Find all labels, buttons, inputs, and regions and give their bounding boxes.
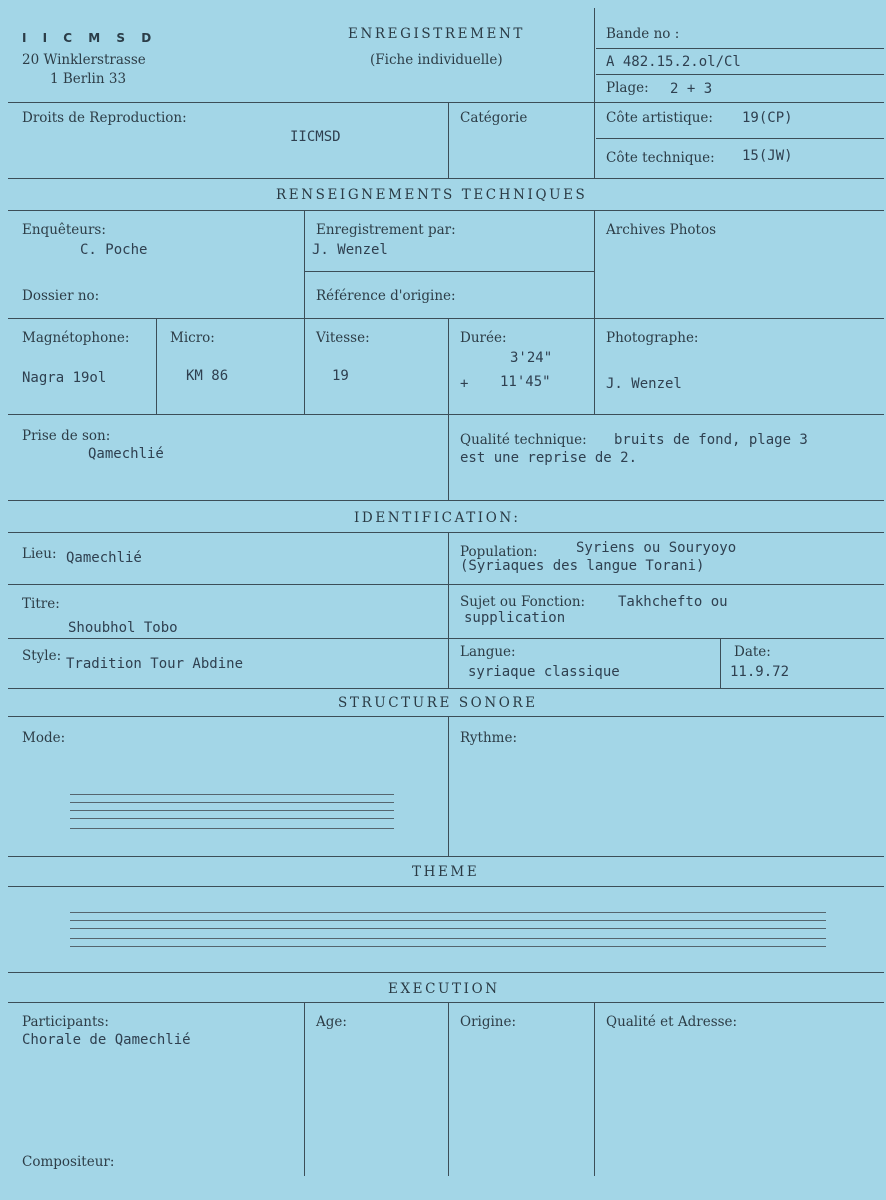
rule-execution-top: [8, 972, 884, 973]
enregistrement-par-label: Enregistrement par:: [316, 222, 456, 238]
rule-titre-top: [8, 584, 884, 585]
rule-theme-title-bottom: [8, 886, 884, 887]
rule-dossier-top: [304, 271, 594, 272]
dossier-label: Dossier no:: [22, 288, 100, 304]
population-value-2: (Syriaques des langue Torani): [460, 558, 705, 574]
droits-label: Droits de Reproduction:: [22, 110, 187, 126]
rule-origine-left: [448, 1002, 449, 1176]
mode-staff-line: [70, 810, 394, 811]
rule-duree-left: [448, 318, 449, 414]
rule-cote-left: [594, 102, 595, 178]
age-label: Age:: [316, 1014, 347, 1030]
rule-qualite-adresse-left: [594, 1002, 595, 1176]
droits-value: IICMSD: [290, 129, 341, 145]
rule-execution-title-bottom: [8, 1002, 884, 1003]
langue-value: syriaque classique: [468, 664, 620, 680]
duree-value-1: 3'24": [510, 350, 553, 366]
lieu-label: Lieu:: [22, 546, 57, 562]
sujet-label: Sujet ou Fonction:: [460, 594, 586, 610]
cote-technique-label: Côte technique:: [606, 150, 715, 166]
rule-enq-right: [304, 210, 305, 414]
reference-label: Référence d'origine:: [316, 288, 456, 304]
enqueteurs-label: Enquêteurs:: [22, 222, 106, 238]
rule-ident-mid: [448, 532, 449, 688]
enqueteurs-value: C. Poche: [80, 242, 148, 258]
population-label: Population:: [460, 544, 538, 560]
tech-section-title: RENSEIGNEMENTS TECHNIQUES: [276, 187, 588, 203]
mode-staff-line: [70, 802, 394, 803]
style-value: Tradition Tour Abdine: [66, 656, 244, 672]
micro-label: Micro:: [170, 330, 215, 346]
origine-label: Origine:: [460, 1014, 517, 1030]
titre-label: Titre:: [22, 596, 60, 612]
vitesse-label: Vitesse:: [316, 330, 370, 346]
rule-micro-left: [156, 318, 157, 414]
mode-staff-line: [70, 818, 394, 819]
theme-staff-line: [70, 920, 826, 921]
prise-label: Prise de son:: [22, 428, 111, 444]
ident-section-title: IDENTIFICATION:: [354, 510, 521, 526]
form-subtitle: (Fiche individuelle): [370, 52, 503, 68]
magnetophone-value: Nagra 19ol: [22, 370, 107, 386]
duree-plus: +: [460, 376, 469, 392]
address-line-1: 20 Winklerstrasse: [22, 52, 146, 68]
bande-label: Bande no :: [606, 26, 680, 42]
prise-value: Qamechlié: [88, 446, 164, 462]
duree-value-2: 11'45": [500, 374, 551, 390]
rule-cote-split: [596, 138, 884, 139]
archives-photos-label: Archives Photos: [606, 222, 716, 238]
rule-bande-value: [596, 48, 884, 49]
qualite-technique-value-1: bruits de fond, plage 3: [614, 432, 808, 448]
rule-qualite-left: [448, 414, 449, 500]
rule-rythme-left: [448, 716, 449, 856]
qualite-adresse-label: Qualité et Adresse:: [606, 1014, 738, 1030]
population-value-1: Syriens ou Souryoyo: [576, 540, 737, 556]
rule-date-left: [720, 638, 721, 688]
rule-archives-left: [594, 210, 595, 414]
qualite-technique-value-2: est une reprise de 2.: [460, 450, 638, 466]
theme-staff-line: [70, 928, 826, 929]
address-line-2: 1 Berlin 33: [50, 71, 127, 87]
photographe-value: J. Wenzel: [606, 376, 682, 392]
rule-ident-title-top: [8, 500, 884, 501]
rule-structure-title-bottom: [8, 716, 884, 717]
style-label: Style:: [22, 648, 62, 664]
date-label: Date:: [734, 644, 771, 660]
rule-age-left: [304, 1002, 305, 1176]
langue-label: Langue:: [460, 644, 516, 660]
lieu-value: Qamechlié: [66, 550, 142, 566]
date-value: 11.9.72: [730, 664, 790, 680]
qualite-technique-label: Qualité technique:: [460, 432, 587, 448]
mode-staff-line: [70, 828, 394, 829]
participants-value: Chorale de Qamechlié: [22, 1032, 191, 1048]
duree-label: Durée:: [460, 330, 507, 346]
compositeur-label: Compositeur:: [22, 1154, 115, 1170]
rule-header-bottom: [8, 102, 884, 103]
theme-staff-line: [70, 946, 826, 947]
rule-plage: [596, 74, 884, 75]
rule-categorie-left: [448, 102, 449, 178]
rule-equipment-top: [8, 318, 884, 319]
rythme-label: Rythme:: [460, 730, 518, 746]
rule-rights-bottom: [8, 178, 884, 179]
rule-tech-title-bottom: [8, 210, 884, 211]
cote-artistique-value: 19(CP): [742, 110, 793, 126]
rule-theme-top: [8, 856, 884, 857]
theme-staff-line: [70, 912, 826, 913]
participants-label: Participants:: [22, 1014, 109, 1030]
rule-header-right: [594, 8, 595, 102]
plage-value: 2 + 3: [670, 81, 713, 97]
micro-value: KM 86: [186, 368, 229, 384]
titre-value: Shoubhol Tobo: [68, 620, 178, 636]
rule-prise-top: [8, 414, 884, 415]
rule-ident-title-bottom: [8, 532, 884, 533]
theme-staff-line: [70, 938, 826, 939]
form-title: ENREGISTREMENT: [348, 26, 525, 42]
execution-section-title: EXECUTION: [388, 981, 500, 997]
magnetophone-label: Magnétophone:: [22, 330, 130, 346]
rule-style-top: [8, 638, 884, 639]
theme-section-title: THEME: [412, 864, 480, 880]
vitesse-value: 19: [332, 368, 349, 384]
cote-artistique-label: Côte artistique:: [606, 110, 713, 126]
structure-section-title: STRUCTURE SONORE: [338, 695, 538, 711]
rule-structure-top: [8, 688, 884, 689]
mode-label: Mode:: [22, 730, 66, 746]
categorie-label: Catégorie: [460, 110, 528, 126]
plage-label: Plage:: [606, 80, 649, 96]
sujet-value-2: supplication: [464, 610, 566, 626]
org-name: I I C M S D: [22, 31, 158, 45]
enregistrement-par-value: J. Wenzel: [312, 242, 388, 258]
bande-value: A 482.15.2.ol/Cl: [606, 54, 741, 70]
cote-technique-value: 15(JW): [742, 148, 793, 164]
photographe-label: Photographe:: [606, 330, 699, 346]
mode-staff-line: [70, 794, 394, 795]
sujet-value-1: Takhchefto ou: [618, 594, 728, 610]
